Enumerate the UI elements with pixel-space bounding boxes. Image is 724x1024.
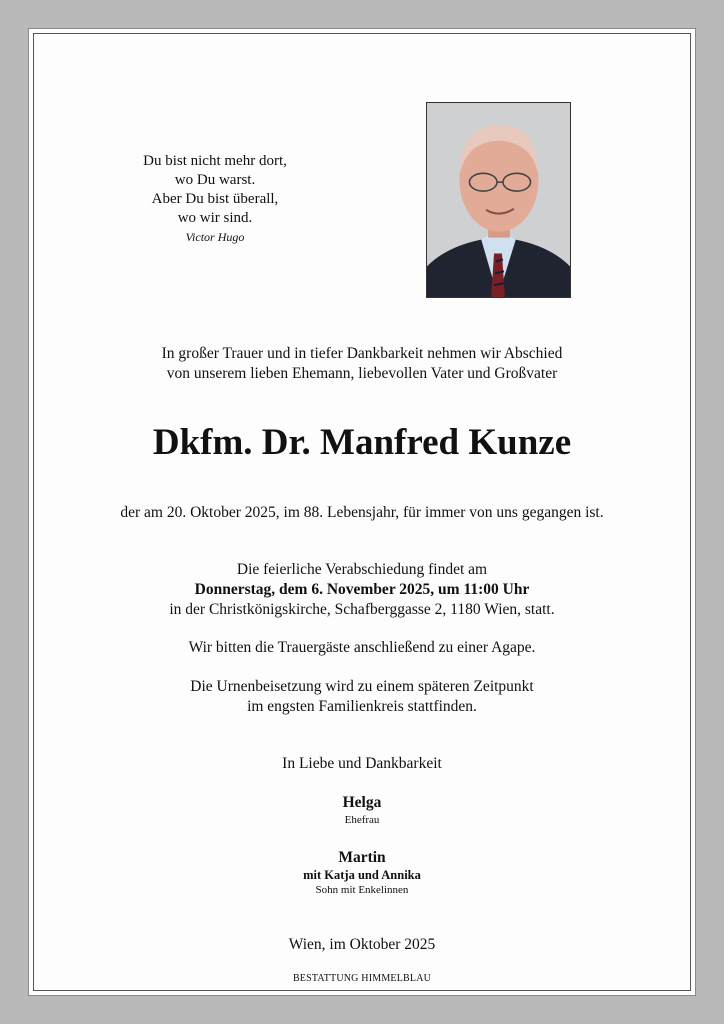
ceremony-intro: Die feierliche Verabschiedung findet am bbox=[236, 561, 488, 578]
intro-line: von unserem lieben Ehemann, liebevollen Vater und Großvater bbox=[166, 365, 558, 382]
deceased-name: Dkfm. Dr. Manfred Kunze bbox=[152, 422, 572, 463]
intro-line: In großer Trauer und in tiefer Dankbarkeit nehmen wir Abschied bbox=[161, 345, 563, 362]
burial-line: im engsten Familienkreis stattfinden. bbox=[247, 698, 477, 715]
agape-note: Wir bitten die Trauergäste anschließend zu einer Agape. bbox=[188, 639, 536, 656]
closing-phrase: In Liebe und Dankbarkeit bbox=[282, 755, 442, 772]
portrait-illustration bbox=[427, 103, 570, 297]
funeral-home: BESTATTUNG HIMMELBLAU bbox=[292, 973, 432, 984]
quote-line: Du bist nicht mehr dort, bbox=[143, 153, 287, 169]
mourner-name: Martin bbox=[338, 849, 386, 866]
burial-line: Die Urnenbeisetzung wird zu einem späteren Zeitpunkt bbox=[190, 678, 534, 695]
portrait-photo bbox=[426, 102, 571, 298]
mourner-relation: Sohn mit Enkelinnen bbox=[315, 884, 409, 896]
ceremony-date-time: Donnerstag, dem 6. November 2025, um 11:00 Uhr bbox=[194, 581, 530, 598]
quote-author: Victor Hugo bbox=[185, 230, 245, 244]
mourner-with: mit Katja und Annika bbox=[303, 868, 421, 882]
mourner-relation: Ehefrau bbox=[344, 814, 380, 826]
mourner-name: Helga bbox=[342, 794, 382, 811]
death-notice: der am 20. Oktober 2025, im 88. Lebensjahr, für immer von uns gegangen ist. bbox=[120, 504, 604, 521]
quote-line: wo wir sind. bbox=[177, 210, 253, 226]
quote-line: wo Du warst. bbox=[174, 172, 256, 188]
quote-block bbox=[100, 152, 330, 246]
place-date: Wien, im Oktober 2025 bbox=[288, 936, 436, 953]
ceremony-location: in der Christkönigskirche, Schafberggasse 2, 1180 Wien, statt. bbox=[169, 601, 555, 618]
quote-line: Aber Du bist überall, bbox=[151, 191, 279, 207]
